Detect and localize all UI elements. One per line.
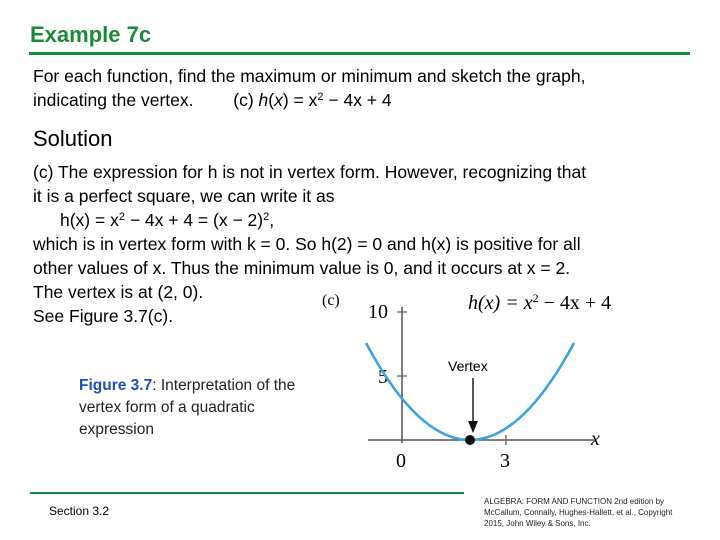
x-tick-label-0: 0 xyxy=(396,450,406,472)
x-tick-label-3: 3 xyxy=(500,450,510,472)
equation-end: , xyxy=(269,210,275,230)
vertex-point xyxy=(465,435,475,445)
problem-function-name: h xyxy=(258,90,269,110)
problem-statement xyxy=(33,64,585,112)
figure-function-label-exp: 2 xyxy=(532,291,539,305)
equation-exp-1: 2 xyxy=(118,211,125,223)
equation-main: h(x) = x xyxy=(60,210,119,230)
solution-line-7: See Figure 3.7(c). xyxy=(33,306,174,326)
equation-exp-2: 2 xyxy=(263,211,270,223)
solution-line-4: which is in vertex form with k = 0. So h(2) = 0 and h(x) is positive for all xyxy=(33,234,581,254)
solution-line-6: The vertex is at (2, 0). xyxy=(33,282,204,302)
title-divider xyxy=(29,52,690,55)
vertex-label: Vertex xyxy=(448,358,488,374)
solution-equation xyxy=(33,208,586,232)
slide-title: Example 7c xyxy=(30,22,152,47)
problem-line-1: For each function, find the maximum or minimum and sketch the graph, xyxy=(33,66,586,86)
y-tick-label-5: 5 xyxy=(378,366,388,388)
equation-mid: − 4x + 4 = (x − 2) xyxy=(124,210,264,230)
footer-divider xyxy=(30,492,464,494)
problem-part-label: (c) xyxy=(233,90,254,110)
y-tick-label-10: 10 xyxy=(368,301,388,323)
figure-function-label-main: h(x) = x xyxy=(468,292,533,314)
x-axis-label: x xyxy=(591,428,600,450)
solution-line-5: other values of x. Thus the minimum value is 0, and it occurs at x = 2. xyxy=(33,258,571,278)
figure-caption xyxy=(79,375,329,441)
solution-line-1: (c) The expression for h is not in vertex form. However, recognizing that xyxy=(33,162,587,182)
figure-function-label xyxy=(468,291,611,314)
figure-graph xyxy=(318,285,658,475)
footer-citation: ALGEBRA: FORM AND FUNCTION 2nd edition by McCallum, Connally, Hughes-Hallett, et al., Copyright 2015, John Wiley & Sons, Inc. xyxy=(484,497,673,528)
figure-function-label-rest: − 4x + 4 xyxy=(538,292,612,314)
problem-line-2-prefix: indicating the vertex. xyxy=(33,90,194,110)
vertex-arrow-head xyxy=(468,421,478,433)
problem-exponent: 2 xyxy=(317,91,324,103)
figure-panel-label: (c) xyxy=(322,292,340,309)
problem-rhs-b: − 4x + 4 xyxy=(323,90,392,110)
problem-variable: x xyxy=(274,90,283,110)
caption-figure-label: Figure 3.7 xyxy=(79,377,153,394)
solution-heading: Solution xyxy=(33,126,113,151)
problem-line-2: indicating the vertex. (c) $h(x) = x^2 - 4x + 4$ xyxy=(33,90,392,110)
caption-text: : Interpretation of the vertex form of a quadratic expression xyxy=(79,377,296,438)
solution-line-2: it is a perfect square, we can write it as xyxy=(33,186,335,206)
footer-section-label: Section 3.2 xyxy=(49,504,110,518)
problem-rhs-a: = x xyxy=(288,90,318,110)
